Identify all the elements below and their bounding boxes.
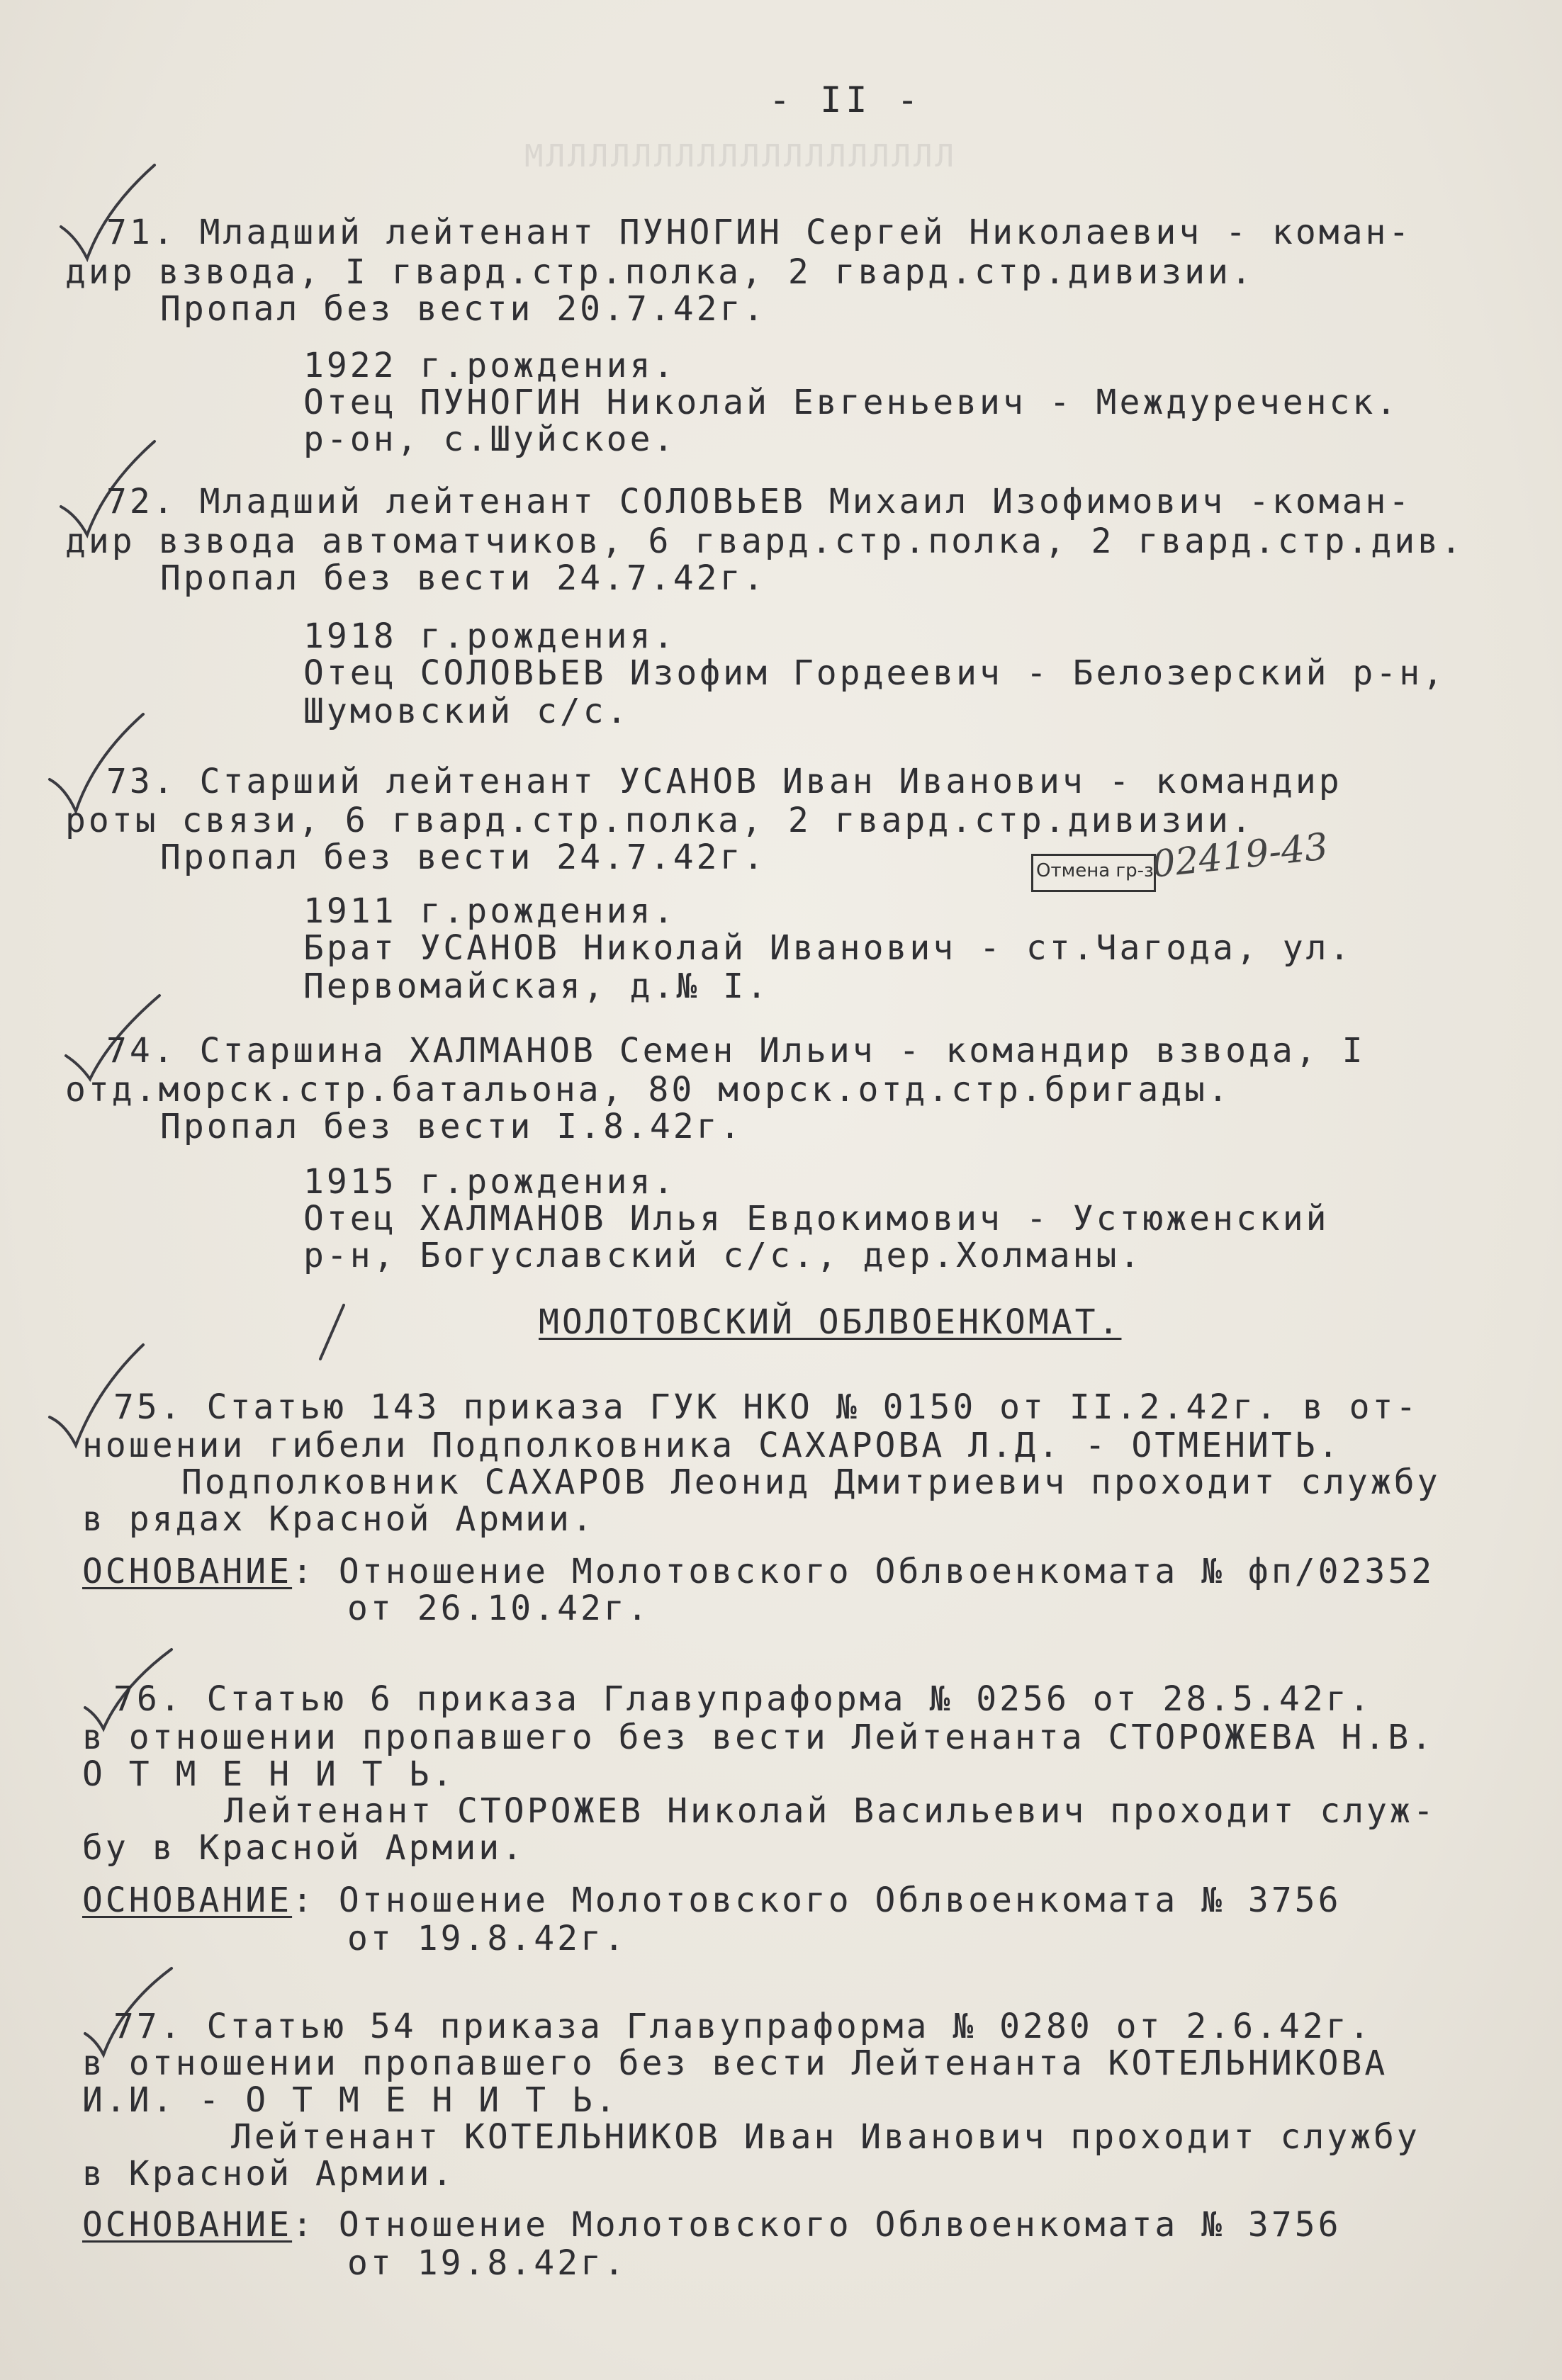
entry-line: р-н, Богуславский с/с., дер.Холманы. (303, 1236, 1143, 1275)
entry-line: Пропал без вести 24.7.42г. (160, 558, 767, 598)
entry-line: 71. Младший лейтенант ПУНОГИН Сергей Николаевич - коман- (106, 213, 1412, 252)
basis-text: : Отношение Молотовского Облвоенкомата № фп/02352 (292, 1552, 1435, 1591)
entry-line: 74. Старшина ХАЛМАНОВ Семен Ильич - командир взвода, I (106, 1031, 1366, 1071)
order-line: 76. Статью 6 приказа Главупраформа № 0256 от 28.5.42г. (113, 1679, 1373, 1719)
basis-date: от 26.10.42г. (347, 1589, 651, 1628)
entry-line: Отец ПУНОГИН Николай Евгеньевич - Междуреченск. (303, 383, 1400, 422)
basis-text: : Отношение Молотовского Облвоенкомата № 3756 (292, 2205, 1342, 2245)
bleed-through-text: МЛЛЛЛЛЛЛЛЛЛЛЛЛЛЛЛЛЛЛ (524, 138, 957, 174)
order-line: бу в Красной Армии. (82, 1828, 526, 1868)
entry-line: 1922 г.рождения. (303, 346, 677, 385)
basis-line (82, 1880, 1342, 1920)
entry-line: Пропал без вести I.8.42г. (160, 1107, 743, 1146)
order-line: в отношении пропавшего без вести Лейтенанта СТОРОЖЕВА Н.В. (82, 1718, 1435, 1757)
stamp-label: Отмена гр-з (1036, 860, 1154, 881)
order-line: 75. Статью 143 приказа ГУК НКО № 0150 от II.2.42г. в от- (113, 1387, 1420, 1427)
basis-line (82, 1552, 1434, 1591)
entry-line: Пропал без вести 20.7.42г. (160, 289, 767, 329)
entry-line: Шумовский с/с. (303, 692, 630, 731)
basis-date: от 19.8.42г. (347, 2243, 627, 2283)
entry-line: роты связи, 6 гвард.стр.полка, 2 гвард.стр.дивизии. (65, 801, 1254, 840)
entry-line: дир взвода автоматчиков, 6 гвард.стр.полка, 2 гвард.стр.див. (65, 521, 1464, 561)
entry-line: р-он, с.Шуйское. (303, 419, 677, 459)
order-line: О Т М Е Н И Т Ь. (82, 1754, 456, 1794)
entry-line: Первомайская, д.№ I. (303, 966, 770, 1006)
section-heading: МОЛОТОВСКИЙ ОБЛВОЕНКОМАТ. (539, 1302, 1122, 1342)
basis-label: ОСНОВАНИЕ (82, 2205, 293, 2245)
stamp-number: 02419-43 (1150, 825, 1330, 886)
entry-line: отд.морск.стр.батальона, 80 морск.отд.стр.бригады. (65, 1070, 1231, 1110)
entry-line: дир взвода, I гвард.стр.полка, 2 гвард.стр.дивизии. (65, 252, 1254, 292)
entry-line: 1911 г.рождения. (303, 891, 677, 931)
entry-line: 1918 г.рождения. (303, 616, 677, 656)
basis-line (82, 2205, 1342, 2245)
entry-line: Брат УСАНОВ Николай Иванович - ст.Чагода, ул. (303, 928, 1353, 968)
order-line: в отношении пропавшего без вести Лейтенанта КОТЕЛЬНИКОВА (82, 2043, 1388, 2083)
entry-line: Пропал без вести 24.7.42г. (160, 837, 767, 877)
pencil-slash-mark (312, 1304, 354, 1360)
order-line: Подполковник САХАРОВ Леонид Дмитриевич проходит службу (181, 1462, 1441, 1502)
basis-label: ОСНОВАНИЕ (82, 1880, 293, 1920)
basis-text: : Отношение Молотовского Облвоенкомата № 3756 (292, 1880, 1342, 1920)
entry-line: 72. Младший лейтенант СОЛОВЬЕВ Михаил Изофимович -коман- (106, 482, 1412, 521)
basis-date: от 19.8.42г. (347, 1919, 627, 1958)
basis-label: ОСНОВАНИЕ (82, 1552, 293, 1591)
page-number: - II - (769, 79, 923, 120)
order-line: И.И. - О Т М Е Н И Т Ь. (82, 2080, 619, 2120)
order-line: ношении гибели Подполковника САХАРОВА Л.Д. - ОТМЕНИТЬ. (82, 1426, 1342, 1465)
order-line: в рядах Красной Армии. (82, 1499, 595, 1539)
order-line: Лейтенант КОТЕЛЬНИКОВ Иван Иванович проходит службу (231, 2117, 1420, 2157)
order-line: Лейтенант СТОРОЖЕВ Николай Васильевич проходит служ- (224, 1791, 1437, 1831)
order-line: 77. Статью 54 приказа Главупраформа № 0280 от 2.6.42г. (113, 2007, 1373, 2046)
entry-line: Отец ХАЛМАНОВ Илья Евдокимович - Устюженский (303, 1199, 1330, 1239)
entry-line: 73. Старший лейтенант УСАНОВ Иван Иванович - командир (106, 762, 1342, 801)
order-line: в Красной Армии. (82, 2154, 456, 2194)
entry-line: Отец СОЛОВЬЕВ Изофим Гордеевич - Белозерский р-н, (303, 653, 1446, 693)
entry-line: 1915 г.рождения. (303, 1162, 677, 1202)
